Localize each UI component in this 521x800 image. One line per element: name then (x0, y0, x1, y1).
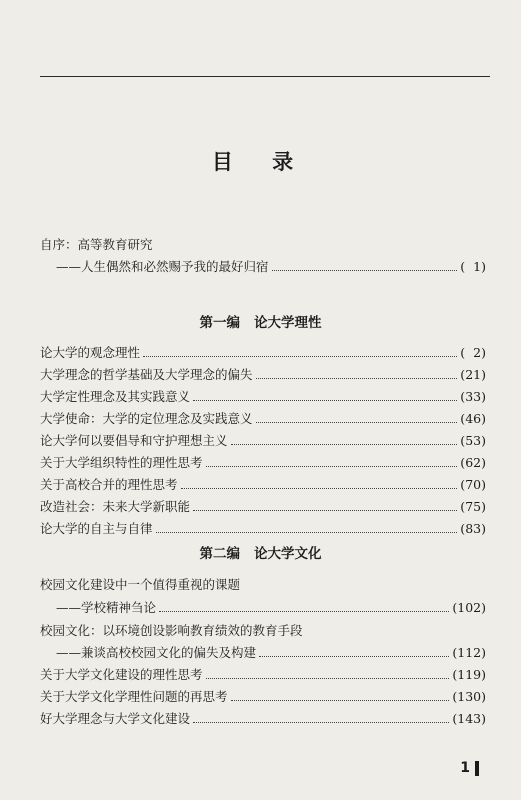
dot-leader (272, 270, 458, 271)
toc-entry-title: 校园文化建设中一个值得重视的课题 (40, 577, 241, 592)
dot-leader (206, 466, 458, 467)
dot-leader (256, 422, 458, 423)
toc-entry[interactable] (40, 686, 486, 706)
toc-entry-subtitle: ——兼谈高校校园文化的偏失及构建 (56, 645, 257, 660)
page-ref: (143) (452, 710, 486, 726)
preface-title-text: 自序：高等教育研究 (40, 237, 153, 252)
toc-entry[interactable] (40, 664, 486, 684)
dot-leader (256, 378, 458, 379)
toc-entry[interactable] (40, 386, 486, 406)
toc-entry-title-line[interactable] (40, 620, 486, 640)
toc-entry-title: 关于大学文化学理性问题的再思考 (40, 689, 228, 704)
dot-leader (143, 356, 457, 357)
page-number (460, 760, 479, 776)
page-ref: (112) (452, 644, 486, 660)
page-ref: (62) (460, 454, 486, 470)
toc-entry[interactable] (40, 452, 486, 472)
page-ref: (33) (460, 388, 486, 404)
dot-leader (193, 400, 457, 401)
page-ref: (46) (460, 410, 486, 426)
page-number-text: 1 (460, 760, 470, 776)
toc-entry-title: 关于大学文化建设的理性思考 (40, 667, 203, 682)
part-number: 第一编 (199, 315, 240, 331)
toc-entry-title: 改造社会：未来大学新职能 (40, 499, 191, 514)
toc-entry[interactable] (40, 342, 486, 362)
dot-leader (231, 700, 450, 701)
toc-entry-title: 校园文化：以环境创设影响教育绩效的教育手段 (40, 623, 303, 638)
part-heading-1 (0, 311, 521, 331)
toc-entry[interactable] (40, 474, 486, 494)
toc-entry-title-line[interactable] (40, 574, 486, 594)
page-ref: (119) (452, 666, 486, 682)
toc-entry-title: 大学定性理念及其实践意义 (40, 389, 191, 404)
toc-entry-subtitle: ——学校精神刍论 (56, 600, 157, 615)
page-ref: (102) (452, 599, 486, 615)
toc-entry[interactable] (40, 708, 486, 728)
page-ref: (21) (460, 366, 486, 382)
toc-entry-title: 关于大学组织特性的理性思考 (40, 455, 203, 470)
toc-entry[interactable] (40, 364, 486, 384)
part-number: 第二编 (199, 546, 240, 562)
dot-leader (181, 488, 458, 489)
page-ref: (130) (452, 688, 486, 704)
toc-entry-title: 关于高校合并的理性思考 (40, 477, 178, 492)
toc-entry[interactable] (40, 430, 486, 450)
part-heading-2 (0, 542, 521, 562)
preface-subtitle: ——人生偶然和必然赐予我的最好归宿 (56, 259, 269, 274)
toc-entry[interactable] (40, 408, 486, 428)
toc-entry[interactable] (40, 496, 486, 516)
toc-entry-title: 大学理念的哲学基础及大学理念的偏失 (40, 367, 253, 382)
toc-entry-title: 论大学何以要倡导和守护理想主义 (40, 433, 228, 448)
page-ref: (53) (460, 432, 486, 448)
preface-subtitle-entry[interactable] (56, 256, 486, 276)
preface-title[interactable] (40, 234, 486, 254)
page-ref: ( 1) (460, 258, 486, 274)
dot-leader (193, 722, 449, 723)
toc-entry-title: 好大学理念与大学文化建设 (40, 711, 191, 726)
header-rule (40, 76, 490, 77)
dot-leader (206, 678, 450, 679)
dot-leader (159, 611, 449, 612)
page-ref: ( 2) (460, 344, 486, 360)
page-title: 目 录 (211, 150, 310, 174)
dot-leader (156, 532, 458, 533)
toc-entry-subtitle-line[interactable] (56, 597, 486, 617)
page-ref: (83) (460, 520, 486, 536)
page-ref: (70) (460, 476, 486, 492)
dot-leader (259, 656, 449, 657)
part-title: 论大学文化 (254, 546, 322, 562)
page-ref: (75) (460, 498, 486, 514)
page-marker-bar (475, 761, 479, 776)
toc-entry[interactable] (40, 518, 486, 538)
dot-leader (193, 510, 457, 511)
toc-entry-title: 论大学的自主与自律 (40, 521, 153, 536)
toc-entry-title: 论大学的观念理性 (40, 345, 141, 360)
toc-entry-subtitle-line[interactable] (56, 642, 486, 662)
dot-leader (231, 444, 458, 445)
toc-entry-title: 大学使命：大学的定位理念及实践意义 (40, 411, 253, 426)
part-title: 论大学理性 (254, 315, 322, 331)
